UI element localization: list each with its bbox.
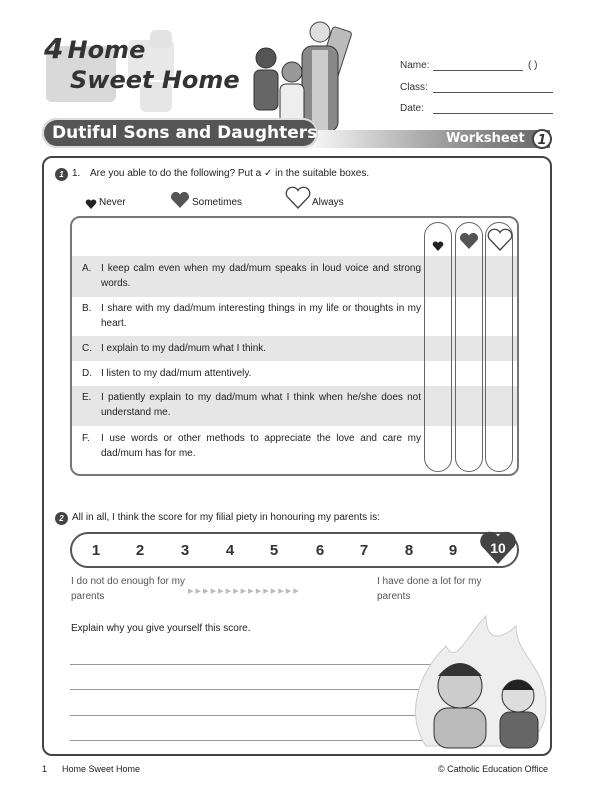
score-option[interactable]: 9 <box>448 542 458 559</box>
row-letter: A. <box>82 263 92 274</box>
legend-always: Always <box>312 197 344 208</box>
row-letter: B. <box>82 303 92 314</box>
writing-line[interactable] <box>70 740 450 741</box>
question-prompt: Are you able to do the following? Put a ✓ in the suitable boxes. <box>90 168 370 179</box>
page-number: 1 <box>42 764 48 774</box>
row-text: I explain to my dad/mum what I think. <box>101 343 267 354</box>
class-number-field[interactable]: ( ) <box>528 60 538 71</box>
row-text: I patiently explain to my dad/mum what I think when he/she does not understand me. <box>101 392 421 418</box>
small-heart-icon <box>85 198 97 210</box>
low-score-caption: I do not do enough for my parents <box>71 576 185 602</box>
chapter-title-line2: Sweet Home <box>70 66 240 94</box>
worksheet-number: 1 <box>532 129 552 149</box>
explain-prompt: Explain why you give yourself this score. <box>71 623 251 634</box>
score-scale <box>70 532 519 568</box>
row-letter: F. <box>82 433 90 444</box>
row-text: I share with my dad/mum interesting things in my life or thoughts in my heart. <box>101 303 421 329</box>
legend-sometimes: Sometimes <box>192 197 243 208</box>
medium-heart-icon <box>170 191 190 209</box>
high-score-caption: I have done a lot for my parents <box>377 576 482 602</box>
chapter-title <box>44 34 240 95</box>
footer-copyright: © Catholic Education Office <box>438 764 549 774</box>
score-option[interactable]: 3 <box>180 542 190 559</box>
row-letter: C. <box>82 343 92 354</box>
score-option[interactable]: 1 <box>91 542 101 559</box>
large-heart-outline-icon <box>487 228 513 252</box>
question-number: 1. <box>72 168 81 179</box>
selected-score[interactable]: 10 <box>490 540 506 556</box>
row-text: I listen to my dad/mum attentively. <box>101 368 252 379</box>
section-title: Dutiful Sons and Daughters <box>42 118 318 148</box>
writing-line[interactable] <box>70 715 450 716</box>
scale-arrows: ▸▸▸▸▸▸▸▸▸▸▸▸▸▸▸ <box>188 585 301 597</box>
chapter-title-line1: Home <box>67 36 146 64</box>
score-option[interactable]: 4 <box>225 542 235 559</box>
worksheet-label: Worksheet <box>446 131 525 146</box>
legend-never: Never <box>99 197 126 208</box>
row-text: I keep calm even when my dad/mum speaks in loud voice and strong words. <box>101 263 421 289</box>
chapter-number: 4 <box>44 32 64 65</box>
row-letter: E. <box>82 392 92 403</box>
question-badge: 1 <box>55 168 68 181</box>
name-label: Name: <box>400 60 430 71</box>
always-column[interactable] <box>485 222 513 472</box>
footer-book-title: Home Sweet Home <box>62 764 141 774</box>
score-option[interactable]: 2 <box>135 542 145 559</box>
question-prompt: All in all, I think the score for my filial piety in honouring my parents is: <box>72 512 380 523</box>
angry-children-illustration <box>406 606 550 752</box>
date-label: Date: <box>400 103 424 114</box>
question-badge: 2 <box>55 512 68 525</box>
score-option[interactable]: 8 <box>404 542 414 559</box>
row-text: I use words or other methods to appreciate the love and care my dad/mum has for me. <box>101 433 421 459</box>
score-option[interactable]: 7 <box>359 542 369 559</box>
class-label: Class: <box>400 82 428 93</box>
small-heart-icon <box>432 240 444 252</box>
medium-heart-icon <box>459 232 479 250</box>
name-field[interactable] <box>433 70 523 71</box>
row-letter: D. <box>82 368 92 379</box>
class-field[interactable] <box>433 92 553 93</box>
score-option[interactable]: 6 <box>315 542 325 559</box>
large-heart-outline-icon <box>285 186 311 210</box>
sometimes-column[interactable] <box>455 222 483 472</box>
date-field[interactable] <box>433 113 553 114</box>
score-option[interactable]: 5 <box>269 542 279 559</box>
writing-line[interactable] <box>70 689 450 690</box>
never-column[interactable] <box>424 222 452 472</box>
writing-line[interactable] <box>70 664 450 665</box>
